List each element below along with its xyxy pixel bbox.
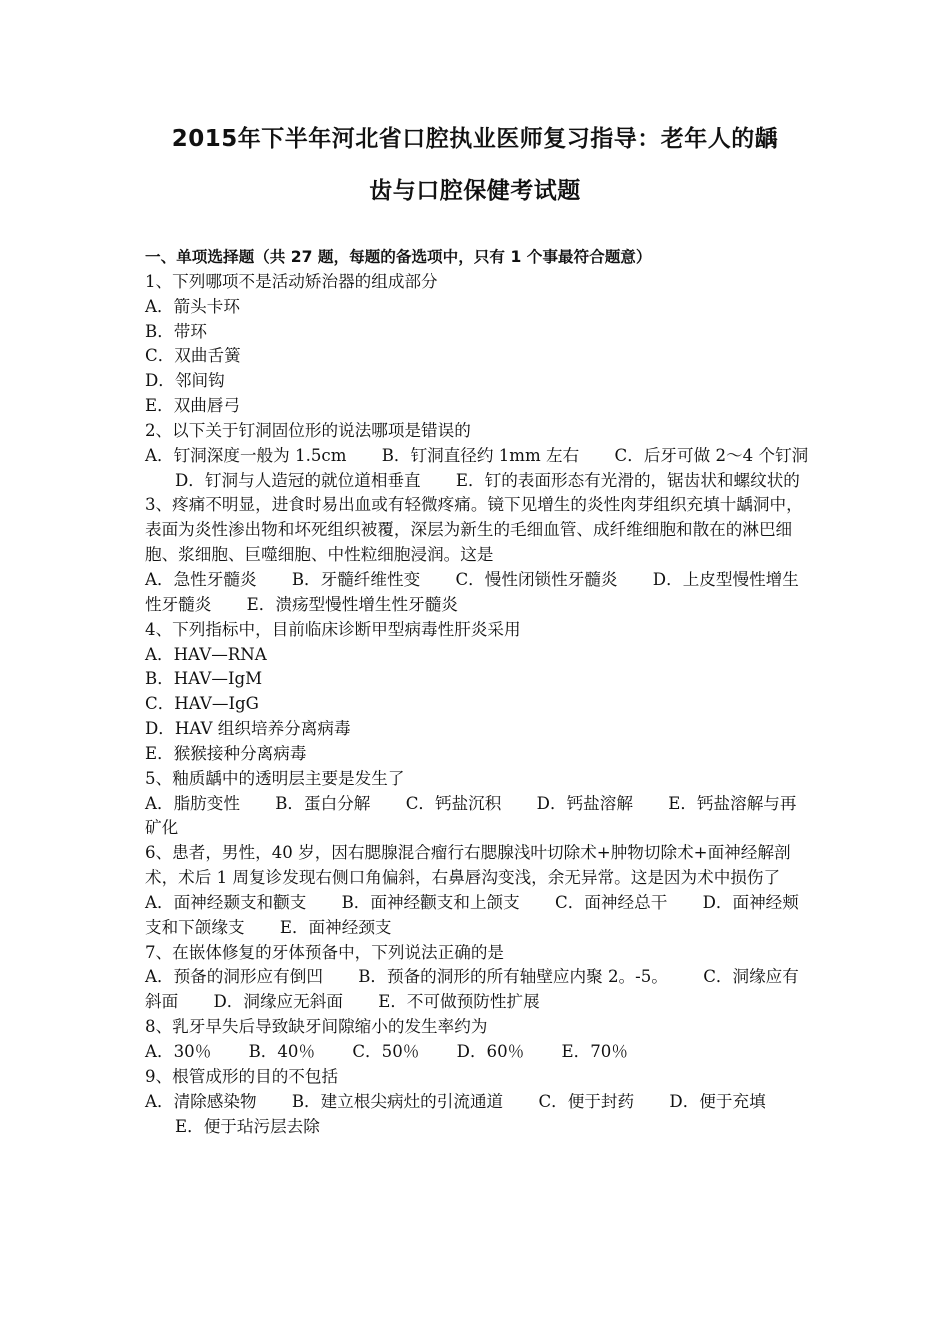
question-3 xyxy=(145,493,813,617)
question-9 xyxy=(145,1065,813,1140)
document-title-line-1: 2015年下半年河北省口腔执业医师复习指导：老年人的龋 xyxy=(171,126,779,152)
question-2 xyxy=(145,419,813,494)
option: C．双曲舌簧 xyxy=(145,346,241,366)
option: C．HAV—IgG xyxy=(145,694,259,714)
question-8 xyxy=(145,1015,813,1065)
option: C．洞缘应有斜面 xyxy=(145,967,799,1012)
option: D．60％ xyxy=(456,1042,525,1061)
option-group xyxy=(145,792,813,842)
question-6 xyxy=(145,841,813,940)
question-5 xyxy=(145,767,813,842)
question-stem: 1、下列哪项不是活动矫治器的组成部分 xyxy=(145,271,438,291)
option: C．后牙可做 2～4 个钉洞 xyxy=(614,445,809,465)
option: A．预备的洞形应有倒凹 xyxy=(145,967,323,987)
option: D．面神经颊支和下颌缘支 xyxy=(145,892,799,937)
section-heading: 一、单项选择题（共 27 题，每题的备选项中，只有 1 个事最符合题意） xyxy=(145,248,652,266)
option: B．预备的洞形的所有轴壁应内聚 2。-5。 xyxy=(358,967,668,987)
option-group xyxy=(145,444,813,494)
option: A．箭头卡环 xyxy=(145,296,240,316)
option-group xyxy=(145,568,813,618)
option: A．钉洞深度一般为 1.5cm xyxy=(145,445,347,465)
option-group xyxy=(145,1040,813,1065)
option: B．蛋白分解 xyxy=(275,793,371,813)
option: C．慢性闭锁性牙髓炎 xyxy=(455,569,618,589)
option: E．不可做预防性扩展 xyxy=(378,992,540,1012)
option: C．面神经总干 xyxy=(555,892,668,912)
option: E．70％ xyxy=(561,1042,628,1061)
document-title-line-2: 齿与口腔保健考试题 xyxy=(369,178,581,204)
option: A．HAV—RNA xyxy=(145,644,267,664)
option: C．钙盐沉积 xyxy=(405,793,502,813)
option: C．50％ xyxy=(352,1042,420,1061)
question-stem: 5、釉质龋中的透明层主要是发生了 xyxy=(145,768,405,788)
question-7 xyxy=(145,941,813,1016)
option: E．溃疡型慢性增生性牙髓炎 xyxy=(246,594,458,614)
option-group xyxy=(145,891,813,941)
option: B．钉洞直径约 1mm 左右 xyxy=(381,445,580,465)
option: E．便于玷污层去除 xyxy=(175,1116,320,1136)
option: E．双曲唇弓 xyxy=(145,396,241,416)
option: E．面神经颈支 xyxy=(279,917,392,937)
option: A．30％ xyxy=(145,1042,212,1061)
question-1 xyxy=(145,270,813,419)
option: A．急性牙髓炎 xyxy=(145,569,257,589)
question-stem: 4、下列指标中，目前临床诊断甲型病毒性肝炎采用 xyxy=(145,619,521,639)
option: D．上皮型慢性增生性牙髓炎 xyxy=(145,569,799,614)
option: B．建立根尖病灶的引流通道 xyxy=(291,1091,504,1111)
option-group xyxy=(145,965,813,1015)
option: E．猴猴接种分离病毒 xyxy=(145,743,307,763)
option: D．HAV 组织培养分离病毒 xyxy=(145,719,351,739)
option: B．40％ xyxy=(248,1042,316,1061)
option: E．钙盐溶解与再矿化 xyxy=(145,793,797,838)
option: D．钙盐溶解 xyxy=(536,793,633,813)
question-stem: 6、患者，男性，40 岁，因右腮腺混合瘤行右腮腺浅叶切除术+肿物切除术+面神经解剖术，术后 1 周复诊发现右侧口角偏斜，右鼻唇沟变浅，余无异常。这是因为术中损伤了 xyxy=(145,843,791,888)
option: B．面神经颧支和上颌支 xyxy=(341,892,520,912)
option: A．脂肪变性 xyxy=(145,793,240,813)
option-group xyxy=(145,1090,813,1140)
option: C．便于封药 xyxy=(538,1091,635,1111)
option: A．面神经颞支和颧支 xyxy=(145,892,307,912)
question-stem: 3、疼痛不明显，进食时易出血或有轻微疼痛。镜下见增生的炎性肉芽组织充填十龋洞中，表面为炎性渗出物和坏死组织被覆，深层为新生的毛细血管、成纤维细胞和散在的淋巴细胞、浆细胞、巨噬细胞、中性粒细胞浸润。这是 xyxy=(145,495,803,565)
option: B．牙髓纤维性变 xyxy=(291,569,421,589)
question-4 xyxy=(145,618,813,767)
document-body xyxy=(145,245,813,1139)
option: D．便于充填 xyxy=(669,1091,766,1111)
question-stem: 2、以下关于钉洞固位形的说法哪项是错误的 xyxy=(145,420,471,440)
question-stem: 8、乳牙早失后导致缺牙间隙缩小的发生率约为 xyxy=(145,1017,488,1037)
option: B．HAV—IgM xyxy=(145,669,263,689)
option: D．邻间钩 xyxy=(145,371,225,391)
option: E．钉的表面形态有光滑的，锯齿状和螺纹状的 xyxy=(455,470,800,490)
option: D．钉洞与人造冠的就位道相垂直 xyxy=(175,470,421,490)
question-stem: 9、根管成形的目的不包括 xyxy=(145,1066,339,1086)
question-stem: 7、在嵌体修复的牙体预备中，下列说法正确的是 xyxy=(145,942,505,962)
option: D．洞缘应无斜面 xyxy=(213,992,343,1012)
option: B．带环 xyxy=(145,321,207,341)
option: A．清除感染物 xyxy=(145,1091,257,1111)
